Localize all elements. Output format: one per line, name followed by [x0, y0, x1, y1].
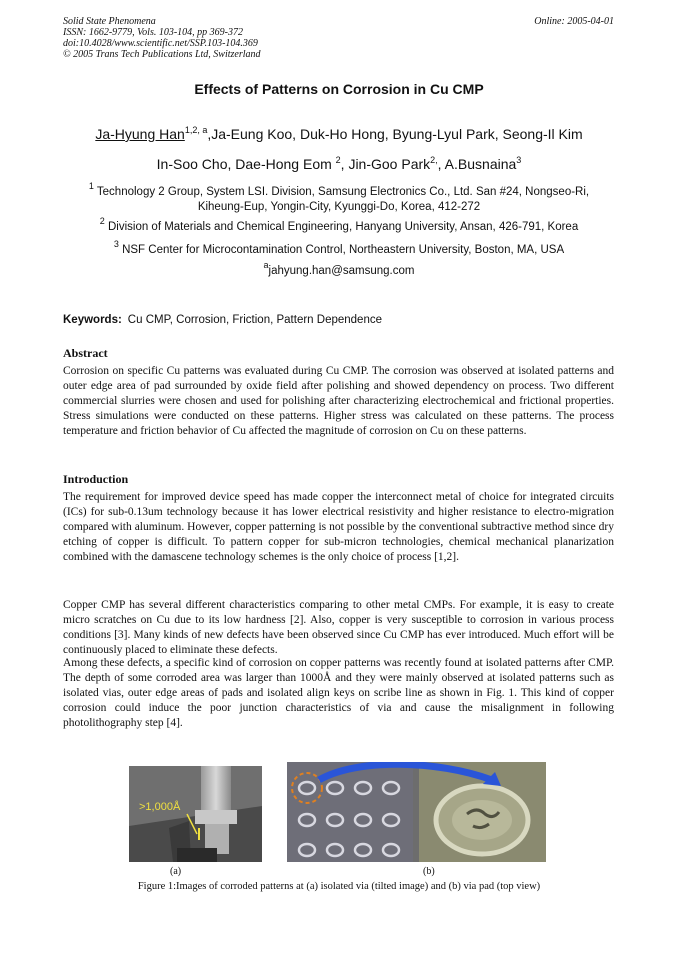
figure-label-b: (b) [423, 866, 435, 877]
journal-name: Solid State Phenomena [63, 16, 156, 27]
affiliation-3 [40, 239, 638, 258]
intro-paragraph-2: Copper CMP has several different characteristics comparing to other metal CMPs. For example, it is easy to create micro scratches on Cu due to its low hardness [2]. Also, copper is very susceptible to corrosion in various process conditions [3]. Many kinds of new defects have been observed since Cu CMP has ever introduced. Much effort will be continuously placed to eliminate these defects. [63, 599, 614, 656]
author-busnaina-sup: 3 [516, 155, 522, 165]
email-address[interactable]: jahyung.han@samsung.com [268, 265, 415, 277]
author-eom-sup: 2 [335, 155, 341, 165]
intro-paragraph-3: Among these defects, a specific kind of corrosion on copper patterns was recently found at isolated patterns after CMP. The depth of some corroded area was larger than 1000Å and they were mainly observed at isolated patterns such as isolated vias, outer edge areas of pads and isolated align keys on scribe line as shown in Fig. 1. This kind of copper corrosion could induce the poor junction characteristics of via and cause the misalignment in following photolithography step [4]. [63, 657, 614, 729]
figure-label-a: (a) [170, 866, 182, 877]
first-author: Ja-Hyung Han [95, 126, 185, 142]
abstract-text [63, 364, 614, 439]
affiliation-1-text: Technology 2 Group, System LSI. Division, Samsung Electronics Co., Ltd. San #24, Nongseo-Ri, [96, 186, 590, 198]
affiliation-1-num: 1 [88, 181, 94, 191]
figure-1b-drawing [287, 762, 546, 862]
author-park: , Jin-Goo Park [340, 156, 431, 172]
contact-email [40, 260, 638, 279]
figure-caption: Figure 1:Images of corroded patterns at (a) isolated via (tilted image) and (b) via pad (top view) [137, 881, 541, 892]
first-author-sup: 1,2, a [184, 125, 208, 135]
depth-annotation: >1,000Å [139, 801, 181, 813]
journal-header [63, 16, 261, 60]
figure-1b-pad-image [287, 762, 546, 862]
abstract-heading: Abstract [63, 346, 108, 360]
affiliation-1-text-2: Kiheung-Eup, Yongin-City, Kyunggi-Do, Korea, 412-272 [197, 201, 481, 213]
keywords-text: Cu CMP, Corrosion, Friction, Pattern Dependence [127, 314, 382, 326]
keywords [63, 314, 382, 326]
figure-1a-drawing [129, 766, 262, 862]
affiliation-3-text: NSF Center for Microcontamination Control, Northeastern University, Boston, MA, USA [122, 244, 565, 256]
author-line-1 [40, 126, 638, 142]
author-line-2 [40, 156, 638, 172]
author-eom: In-Soo Cho, Dae-Hong Eom [156, 156, 336, 172]
figure-1 [0, 760, 678, 895]
affiliation-2 [40, 216, 638, 235]
figure-1a-sem-image [129, 766, 262, 862]
affiliation-1 [40, 181, 638, 215]
authors-rest-1: ,Ja-Eung Koo, Duk-Ho Hong, Byung-Lyul Park, Seong-Il Kim [207, 126, 583, 142]
intro-paragraph-1: The requirement for improved device speed has made copper the interconnect metal of choice for integrated circuits (ICs) for sub-0.13um technology because it has lower electrical resistivity and higher resistance to electro-migration compared with aluminum. However, copper patterning is not possible by the conventional subtractive method since dry etching of copper is difficult. To pattern copper for sub-micron technologies, chemical mechanical planarization combined with the damascene technology schemes is the only choice of process [1,2]. [63, 491, 614, 563]
author-park-sup: 2, [430, 155, 438, 165]
introduction-heading: Introduction [63, 472, 129, 486]
email-sup: a [263, 260, 269, 270]
affiliation-3-num: 3 [113, 239, 119, 249]
issn: ISSN: 1662-9779, Vols. 103-104, pp 369-372 [63, 27, 243, 38]
doi: doi:10.4028/www.scientific.net/SSP.103-104.369 [63, 38, 258, 49]
abstract-paragraph: Corrosion on specific Cu patterns was evaluated during Cu CMP. The corrosion was observed at isolated patterns and outer edge area of pad surrounded by oxide field after polishing and showed dependency on process. Two different commercial slurries were chosen and used for polishing after characterizing electrochemical and frictional properties. Stress simulations were conducted on these patterns. Higher stress was calculated on these patterns. The process temperature and friction behavior of Cu affected the magnitude of corrosion on Cu on these patterns. [63, 365, 614, 437]
copyright: © 2005 Trans Tech Publications Ltd, Switzerland [63, 49, 261, 60]
keywords-label: Keywords: [63, 314, 122, 326]
affiliation-2-num: 2 [99, 216, 105, 226]
paper-title: Effects of Patterns on Corrosion in Cu CMP [194, 81, 484, 97]
author-busnaina: , A.Busnaina [437, 156, 517, 172]
affiliation-2-text: Division of Materials and Chemical Engineering, Hanyang University, Ansan, 426-791, Korea [107, 221, 579, 233]
online-date: Online: 2005-04-01 [534, 16, 614, 27]
